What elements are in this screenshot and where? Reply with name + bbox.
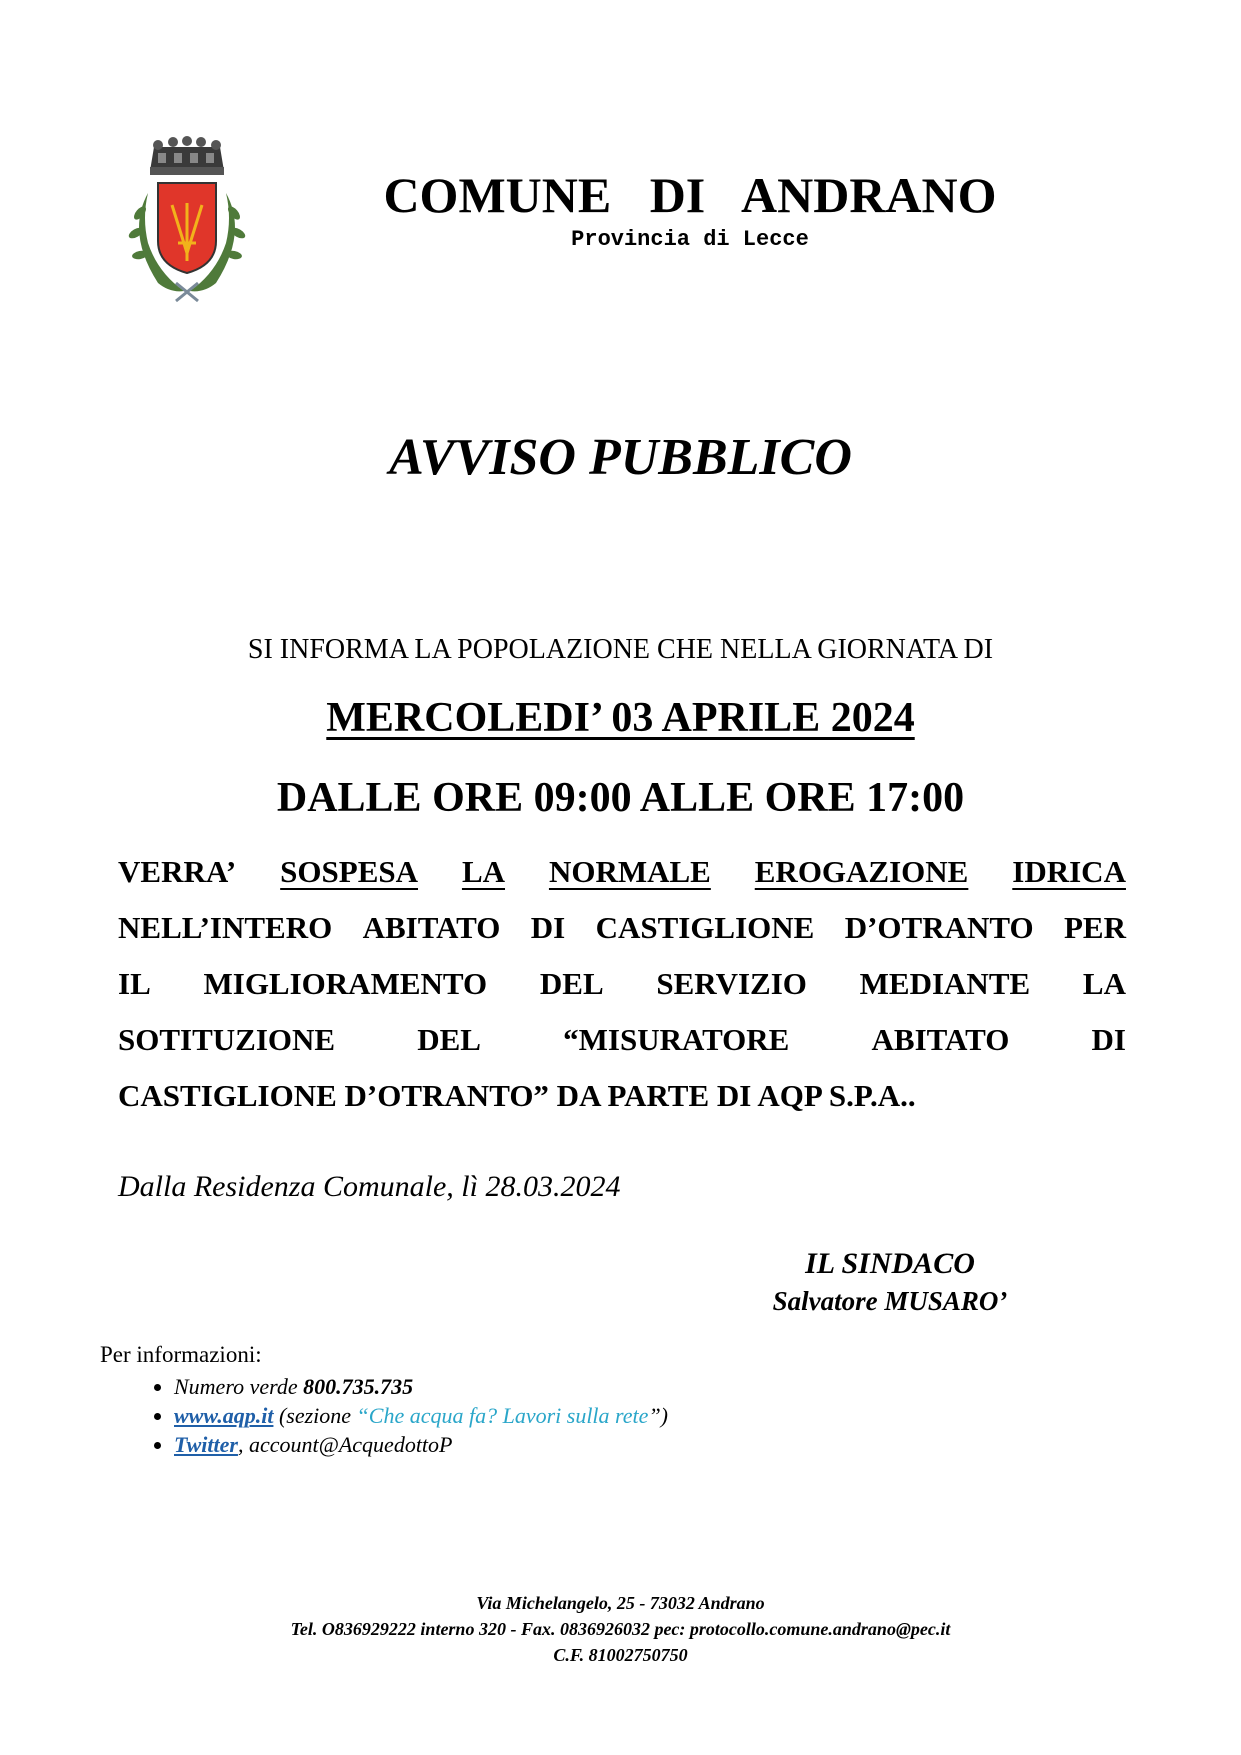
body-word: DI <box>1091 1022 1126 1057</box>
body-word-underlined: SOSPESA <box>280 854 419 889</box>
notice-body-line-1 <box>118 852 1126 892</box>
footer-contacts: Tel. O836929222 interno 320 - Fax. 0836926032 pec: protocollo.comune.andrano@pec.it <box>290 1619 951 1639</box>
list-item <box>174 1372 674 1401</box>
crown-icon <box>150 136 224 175</box>
site-note: (sezione <box>273 1403 357 1428</box>
info-list <box>140 1372 674 1459</box>
municipal-crest-logo <box>118 133 256 311</box>
body-word: CASTIGLIONE <box>595 910 815 945</box>
body-word-underlined: NORMALE <box>548 854 711 889</box>
aqp-website-link[interactable]: www.aqp.it <box>174 1403 274 1428</box>
list-item <box>174 1430 674 1459</box>
twitter-link[interactable]: Twitter <box>174 1432 238 1457</box>
body-word: DEL <box>539 966 604 1001</box>
notice-body-line-3 <box>118 964 1126 1004</box>
body-word: CASTIGLIONE D’OTRANTO” DA PARTE DI AQP S.P.A.. <box>118 1078 916 1113</box>
mayor-name: Salvatore MUSARO’ <box>772 1286 1008 1316</box>
place-date: Dalla Residenza Comunale, lì 28.03.2024 <box>118 1170 621 1203</box>
footer-tax-code: C.F. 81002750750 <box>553 1645 688 1665</box>
body-word: VERRA’ <box>118 854 237 889</box>
body-word: MEDIANTE <box>859 966 1031 1001</box>
body-word: ABITATO <box>871 1022 1010 1057</box>
notice-date: MERCOLEDI’ 03 APRILE 2024 <box>326 695 915 741</box>
notice-body-line-5 <box>118 1076 1126 1116</box>
notice-intro: SI INFORMA LA POPOLAZIONE CHE NELLA GIORNATA DI <box>247 634 994 665</box>
footer-address: Via Michelangelo, 25 - 73032 Andrano <box>476 1593 765 1613</box>
phone-label: Numero verde <box>174 1374 304 1399</box>
body-word: PER <box>1063 910 1126 945</box>
body-word: SERVIZIO <box>656 966 807 1001</box>
site-section-name: “Che acqua fa? Lavori sulla rete <box>356 1403 649 1428</box>
body-word: LA <box>1082 966 1126 1001</box>
body-word: ABITATO <box>362 910 501 945</box>
municipality-title: COMUNE DI ANDRANO <box>383 167 997 223</box>
body-word: MIGLIORAMENTO <box>203 966 488 1001</box>
body-word-underlined: EROGAZIONE <box>754 854 969 889</box>
twitter-account: , account@AcquedottoP <box>237 1432 453 1457</box>
notice-body-line-2 <box>118 908 1126 948</box>
site-note-close: ”) <box>648 1403 668 1428</box>
body-word: DI <box>530 910 566 945</box>
notice-body-line-4 <box>118 1020 1126 1060</box>
notice-heading: AVVISO PUBBLICO <box>389 429 852 486</box>
body-word: IL <box>118 966 151 1001</box>
body-word: D’OTRANTO <box>844 910 1034 945</box>
mayor-title: IL SINDACO <box>805 1247 975 1280</box>
body-word: “MISURATORE <box>563 1022 790 1057</box>
body-word-underlined: LA <box>461 854 506 889</box>
body-word: DEL <box>417 1022 481 1057</box>
body-word: SOTITUZIONE <box>118 1022 336 1057</box>
notice-hours: DALLE ORE 09:00 ALLE ORE 17:00 <box>276 775 965 821</box>
province-subtitle: Provincia di Lecce <box>571 227 809 252</box>
body-word: NELL’INTERO <box>118 910 333 945</box>
info-label: Per informazioni: <box>100 1342 262 1367</box>
list-item <box>174 1401 674 1430</box>
phone-number: 800.735.735 <box>303 1374 414 1399</box>
body-word-underlined: IDRICA <box>1012 854 1126 889</box>
